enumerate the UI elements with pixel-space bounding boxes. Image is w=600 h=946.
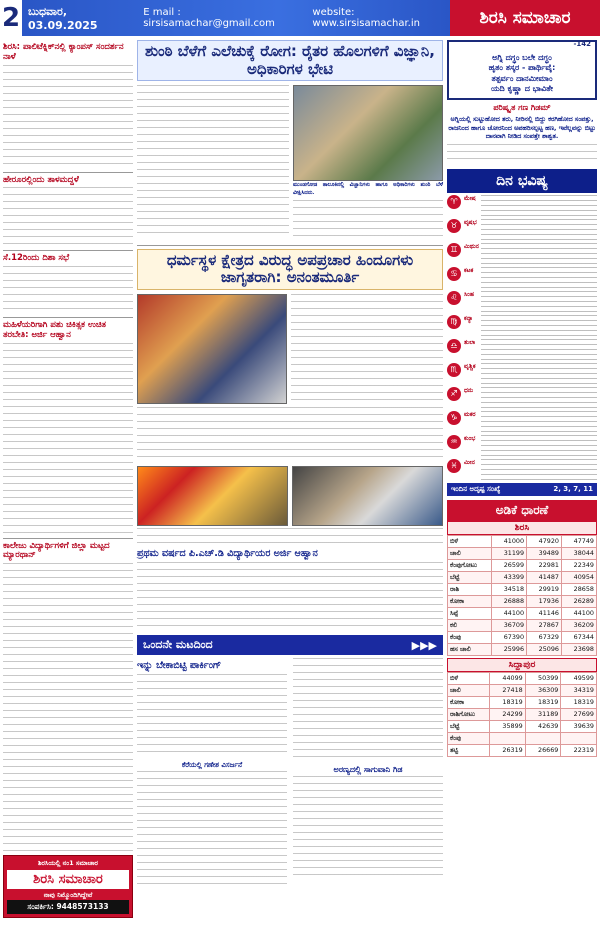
variety-name: ಕಲಿ: [448, 619, 492, 631]
price-cell: [525, 732, 561, 744]
promo-brand: ಶಿರಸಿ ಸಮಾಚಾರ: [7, 870, 129, 889]
variety-name: ಕೆಂಪು: [448, 631, 492, 643]
siddapur-market-label: ಸಿದ್ದಾಪುರ: [447, 658, 597, 672]
zodiac-prediction: [481, 219, 597, 241]
ganesha-photo: [137, 466, 288, 526]
procession-photo: [292, 466, 443, 526]
zodiac-row: [447, 459, 597, 481]
variety-name: ಬಿಳೆ: [448, 672, 490, 684]
price-cell: 27418: [490, 684, 526, 696]
zodiac-row: [447, 387, 597, 409]
price-row: [448, 583, 597, 595]
zodiac-name: ಮಕರ: [464, 410, 476, 418]
lead-photo: [293, 85, 443, 181]
price-row: [448, 535, 597, 547]
verse-line: ತತ್ಪರ್ವಂ ದಾನಮೀಮಾಂ: [491, 73, 553, 83]
promo-top: ಶಿರಸಿಯಲ್ಲಿ ನಂ1 ಸಮಾಚಾರ: [38, 859, 98, 868]
price-cell: 42639: [525, 720, 561, 732]
zodiac-list: [447, 195, 597, 481]
website-link[interactable]: website: www.sirsisamachar.in: [312, 7, 420, 29]
arecanut-price-title: ಅಡಿಕೆ ಧಾರಣೆ: [447, 500, 597, 521]
price-cell: 18319: [525, 696, 561, 708]
verse-line: ಯದಿ ಕೃಷ್ಣಾ ದ ಭಾವಿತೇ: [490, 84, 553, 94]
zodiac-name: ಸಿಂಹ: [464, 290, 475, 298]
price-row: [448, 720, 597, 732]
zodiac-sign-icon: ♊: [447, 243, 461, 257]
zodiac-prediction: [481, 267, 597, 289]
price-row: [448, 684, 597, 696]
price-cell: 27867: [527, 619, 562, 631]
zodiac-name: ತುಲಾ: [464, 338, 476, 346]
price-cell: 26669: [525, 744, 561, 756]
issue-date: ಬುಧವಾರ, 03.09.2025: [28, 4, 98, 32]
zodiac-row: [447, 291, 597, 313]
variety-name: ತಟ್ಟಿ: [448, 744, 490, 756]
price-cell: 26319: [490, 744, 526, 756]
price-cell: 26599: [492, 559, 527, 571]
lucky-numbers: 2, 3, 7, 11: [553, 484, 593, 493]
lead-headline: ಶುಂಠಿ ಬೆಳೆಗೆ ಎಲೆಚುಕ್ಕೆ ರೋಗ: ರೈತರ ಹೊಲಗಳಿಗೆ ವಿಜ್ಞಾನಿ, ಅಧಿಕಾರಿಗಳ ಭೇಟಿ: [137, 40, 443, 81]
price-row: [448, 643, 597, 655]
zodiac-sign-icon: ♏: [447, 363, 461, 377]
zodiac-prediction: [481, 243, 597, 265]
zodiac-prediction: [481, 363, 597, 385]
sirsi-market-label: ಶಿರಸಿ: [447, 521, 597, 535]
lucky-number-bar: [447, 483, 597, 496]
variety-name: ಹಸ ಚಾಲಿ: [448, 643, 492, 655]
price-cell: 23698: [562, 643, 597, 655]
story-title: ಕೆರೆಯಲ್ಲಿ ಗಣೇಶ ವಿಸರ್ಜನೆ: [181, 760, 243, 769]
price-cell: 43399: [492, 571, 527, 583]
zodiac-name: ಮೀನ: [464, 458, 475, 466]
zodiac-sign-icon: ♋: [447, 267, 461, 281]
zodiac-prediction: [481, 459, 597, 481]
story-title: ಇನ್ನು ಬೇಕಾಬಿಟ್ಟಿ ಪಾರ್ಕಿಂಗ್: [137, 660, 222, 672]
story-title: ಅರಣ್ಯದಲ್ಲಿ ಸಾಗುವಾನಿ ಗಿಡ: [333, 765, 403, 775]
price-cell: 36209: [562, 619, 597, 631]
price-cell: 26289: [562, 595, 597, 607]
price-cell: 34319: [561, 684, 597, 696]
zodiac-row: [447, 243, 597, 265]
price-row: [448, 696, 597, 708]
price-cell: 47920: [527, 535, 562, 547]
variety-name: ಕೆಂಪು: [448, 732, 490, 744]
zodiac-sign-icon: ♉: [447, 219, 461, 233]
price-row: [448, 607, 597, 619]
variety-name: ಬೆಟ್ಟೆ: [448, 571, 492, 583]
price-row: [448, 571, 597, 583]
price-cell: 67344: [562, 631, 597, 643]
price-cell: 44100: [562, 607, 597, 619]
price-cell: 50399: [525, 672, 561, 684]
price-row: [448, 547, 597, 559]
masthead: [0, 0, 600, 36]
price-row: [448, 732, 597, 744]
variety-name: ಕೆಂಪುಗೋಟು: [448, 559, 492, 571]
zodiac-prediction: [481, 435, 597, 457]
price-cell: 25096: [527, 643, 562, 655]
price-cell: 40954: [562, 571, 597, 583]
issue-badge: -142: [573, 40, 591, 48]
price-cell: 18319: [561, 696, 597, 708]
photo-caption: ಮುಂಡಗೋಡ ತಾಲೂಕಿನಲ್ಲಿ ವಿಜ್ಞಾನಿಗಳು ಹಾಗೂ ಅಧಿಕಾರಿಗಳು ಶುಂಠಿ ಬೆಳೆ ವೀಕ್ಷಿಸಿದರು.: [293, 182, 443, 197]
zodiac-prediction: [481, 339, 597, 361]
price-cell: 67390: [492, 631, 527, 643]
price-cell: 17936: [527, 595, 562, 607]
price-cell: 29919: [527, 583, 562, 595]
zodiac-name: ಕನ್ಯಾ: [464, 314, 473, 322]
section-bar: [137, 635, 443, 655]
zodiac-row: [447, 363, 597, 385]
price-cell: 22319: [561, 744, 597, 756]
story-title: ಶಿರಸಿ: ಪಾಲಿಟೆಕ್ನಿಕ್‌ನಲ್ಲಿ ಕ್ಯಾಂಪಸ್ ಸಂದರ್ಶನ ನಾಳೆ: [3, 42, 124, 62]
price-cell: 24299: [490, 708, 526, 720]
zodiac-row: [447, 411, 597, 433]
zodiac-row: [447, 267, 597, 289]
middle-column: [137, 40, 443, 940]
zodiac-row: [447, 219, 597, 241]
zodiac-sign-icon: ♓: [447, 459, 461, 473]
price-cell: [490, 732, 526, 744]
price-cell: 35899: [490, 720, 526, 732]
price-row: [448, 631, 597, 643]
header-band: [22, 0, 450, 36]
zodiac-sign-icon: ♐: [447, 387, 461, 401]
zodiac-name: ಧನು: [464, 386, 474, 394]
zodiac-name: ವೃಶ್ಚಿಕ: [464, 362, 476, 370]
price-row: [448, 595, 597, 607]
verse-line: ಅಗ್ನಿ ದಗ್ಧಂ ಬಲೇ ದಗ್ಧಂ: [492, 53, 552, 62]
verse-subtitle: ಪರಿಷ್ಕೃತ ಗಣ ಗಿಡಮ್: [493, 102, 551, 112]
price-cell: 41000: [492, 535, 527, 547]
zodiac-row: [447, 435, 597, 457]
zodiac-prediction: [481, 315, 597, 337]
price-cell: 28658: [562, 583, 597, 595]
zodiac-name: ಮೇಷ: [464, 194, 476, 202]
zodiac-sign-icon: ♌: [447, 291, 461, 305]
zodiac-prediction: [481, 411, 597, 433]
story-title: ಪ್ರಥಮ ವರ್ಷದ ಪಿ.ಎಚ್.ಡಿ ವಿದ್ಯಾರ್ಥಿಯರ ಅರ್ಜಿ ಆಹ್ವಾನ: [137, 548, 318, 560]
zodiac-name: ವೃಷಭ: [464, 218, 477, 226]
promo-tagline: ನಾವು ನಿಮ್ಮೊಂದಿಗಿದ್ದೇವೆ: [43, 891, 93, 900]
price-cell: [561, 732, 597, 744]
price-cell: 22349: [562, 559, 597, 571]
price-cell: 26888: [492, 595, 527, 607]
story-title: ಸೆ.12ರಿಂದು ದಿಶಾ ಸಭೆ: [3, 253, 70, 264]
price-cell: 34518: [492, 583, 527, 595]
zodiac-prediction: [481, 387, 597, 409]
zodiac-sign-icon: ♍: [447, 315, 461, 329]
variety-name: ಬಿಳೆ: [448, 535, 492, 547]
price-cell: 44100: [492, 607, 527, 619]
variety-name: ರಾಶಿ: [448, 583, 492, 595]
story-title: ಕಾಲೇಜು ವಿದ್ಯಾರ್ಥಿಗಳಿಗೆ ಜಿಲ್ಲಾ ಮಟ್ಟದ ಮ್ಯಾರಥಾನ್: [3, 540, 110, 561]
lucky-label: ಇಂದಿನ ಅದೃಷ್ಟ ಸಂಖ್ಯೆ: [451, 484, 501, 493]
price-cell: 38044: [562, 547, 597, 559]
price-cell: 36709: [492, 619, 527, 631]
zodiac-name: ಕಟಕ: [464, 266, 474, 274]
zodiac-row: [447, 339, 597, 361]
price-cell: 31199: [492, 547, 527, 559]
zodiac-prediction: [481, 195, 597, 217]
page-number: 2: [0, 0, 22, 36]
brand-logo: ಶಿರಸಿ ಸಮಾಚಾರ: [450, 0, 600, 36]
price-cell: 49599: [561, 672, 597, 684]
zodiac-row: [447, 195, 597, 217]
variety-name: ಸಿಪ್ಪೆ: [448, 607, 492, 619]
price-row: [448, 708, 597, 720]
subhashita-box: [447, 40, 597, 100]
zodiac-sign-icon: ♈: [447, 195, 461, 209]
price-row: [448, 744, 597, 756]
verse-line: ಹೃತಂ ತಸ್ಕರ - ಪಾರ್ಥಿವೈ:: [488, 63, 556, 73]
price-cell: 47749: [562, 535, 597, 547]
price-cell: 31189: [525, 708, 561, 720]
zodiac-prediction: [481, 291, 597, 313]
zodiac-name: ಕುಂಭ: [464, 434, 476, 442]
price-row: [448, 619, 597, 631]
price-cell: 41487: [527, 571, 562, 583]
price-row: [448, 559, 597, 571]
price-cell: 36309: [525, 684, 561, 696]
right-column: [447, 40, 597, 940]
story-title: ಮಹಿಳೆಯರಿಗಾಗಿ ಪಶು ಚಿಕಿತ್ಸಕ ಉಚಿತ ತರಬೇತಿ: ಅರ್ಜಿ ಆಹ್ವಾನ: [3, 320, 107, 340]
sirsi-price-table: [447, 535, 597, 656]
meeting-photo: [137, 294, 287, 404]
variety-name: ಕೋಕಾ: [448, 696, 490, 708]
variety-name: ಬೆಟ್ಟೆ: [448, 720, 490, 732]
price-cell: 22981: [527, 559, 562, 571]
siddapur-price-table: [447, 672, 597, 757]
zodiac-name: ಮಿಥುನ: [464, 242, 479, 250]
variety-name: ಚಾಲಿ: [448, 684, 490, 696]
price-cell: 44099: [490, 672, 526, 684]
price-cell: 25996: [492, 643, 527, 655]
price-cell: 39489: [527, 547, 562, 559]
verse-meaning: ಅಗ್ನಿಯಲ್ಲಿ ಸುಟ್ಟುಹೋದ ತರು, ನೀರಿನಲ್ಲಿ ಬಿದ್ದು ಕರಗಿಹೋದ ಸಂಪತ್ತು, ರಾಜನಿಂದ ಹಾಗೂ ಚೋರನಿಂದ ಅಪಹರಿಸಲ್ಪಟ್ಟ ಹಣ, ಇವೆಲ್ಲವನ್ನು ಬಿಟ್ಟು ದಾನವಾಗಿ ನೀಡಿದ ಸಂಪತ್ತೇ ಶಾಶ್ವತ.: [448, 114, 596, 141]
email-link[interactable]: E mail : sirsisamachar@gmail.com: [143, 7, 275, 29]
zodiac-row: [447, 315, 597, 337]
left-column: [3, 40, 133, 940]
price-cell: 41146: [527, 607, 562, 619]
variety-name: ಚಾಲಿ: [448, 547, 492, 559]
price-cell: 27699: [561, 708, 597, 720]
zodiac-sign-icon: ♎: [447, 339, 461, 353]
section-bar-label: ಒಂದನೇ ಮಟದಿಂದ: [143, 638, 213, 652]
price-cell: 67329: [527, 631, 562, 643]
price-cell: 18319: [490, 696, 526, 708]
second-headline: ಧರ್ಮಸ್ಥಳ ಕ್ಷೇತ್ರದ ವಿರುದ್ಧ ಅಪಪ್ರಚಾರ ಹಿಂದೂಗಳು ಜಾಗೃತರಾಗಿ: ಅನಂತಮೂರ್ತಿ: [137, 249, 443, 290]
story-title: ಹೇರೂರಲ್ಲಿಂದು ತಾಳಮದ್ದಳೆ: [3, 174, 79, 185]
bhavishya-title: ದಿನ ಭವಿಷ್ಯ: [447, 169, 597, 193]
zodiac-sign-icon: ♒: [447, 435, 461, 449]
variety-name: ಕೋಕಾ: [448, 595, 492, 607]
price-row: [448, 672, 597, 684]
price-cell: 39639: [561, 720, 597, 732]
zodiac-sign-icon: ♑: [447, 411, 461, 425]
forward-arrows-icon: ▶▶▶: [411, 638, 437, 652]
variety-name: ರಾಶಿಗೋಟು: [448, 708, 490, 720]
promo-phone[interactable]: ಸಂಪರ್ಕಿಸಿ: 9448573133: [7, 900, 129, 914]
newspaper-promo: [3, 855, 133, 918]
